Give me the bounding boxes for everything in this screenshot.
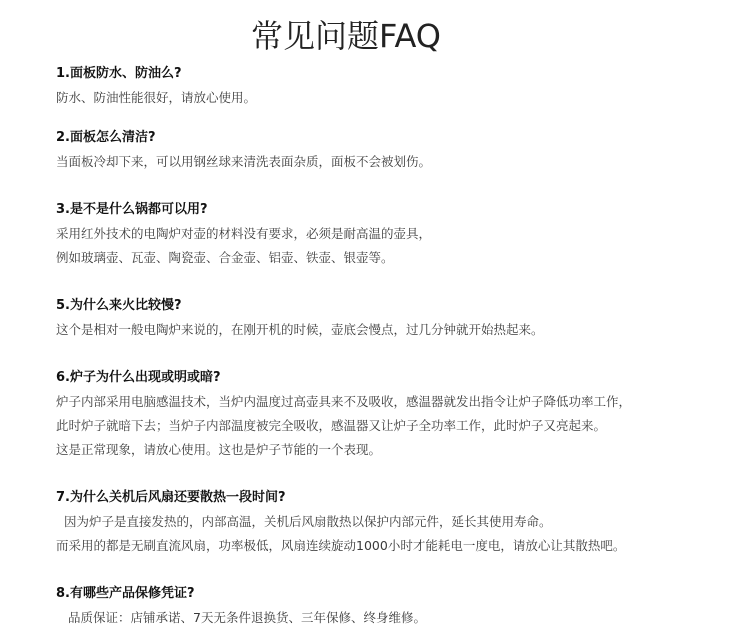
faq-question: 8.有哪些产品保修凭证?: [56, 586, 195, 601]
faq-item-2: [56, 128, 736, 174]
faq-item-3: [56, 200, 736, 270]
faq-answer-line: 因为炉子是直接发热的，内部高温，关机后风扇散热以保护内部元件，延长其使用寿命。: [64, 514, 552, 529]
faq-item-7: [56, 488, 736, 558]
faq-list: [56, 64, 736, 630]
faq-question: 6.炉子为什么出现或明或暗?: [56, 370, 221, 385]
faq-question: 1.面板防水、防油么?: [56, 66, 182, 81]
faq-question: 5.为什么来火比较慢?: [56, 298, 182, 313]
page-title: 常见问题FAQ: [251, 17, 441, 55]
faq-answer-line: 炉子内部采用电脑感温技术，当炉内温度过高壶具来不及吸收，感温器就发出指令让炉子降低功率工作，: [56, 394, 632, 409]
faq-answer-line: 例如玻璃壶、瓦壶、陶瓷壶、合金壶、铝壶、铁壶、银壶等。: [56, 250, 394, 265]
faq-answer-line: 防水、防油性能很好，请放心使用。: [56, 90, 257, 105]
faq-answer-line: 这是正常现象，请放心使用。这也是炉子节能的一个表现。: [56, 442, 382, 457]
faq-answer-line: 此时炉子就暗下去；当炉子内部温度被完全吸收，感温器又让炉子全功率工作，此时炉子又亮起来。: [56, 418, 607, 433]
faq-answer-line: 品质保证：店铺承诺、7天无条件退换货、三年保修、终身维修。: [68, 610, 426, 625]
faq-answer-line: 当面板冷却下来，可以用钢丝球来清洗表面杂质，面板不会被划伤。: [56, 154, 432, 169]
faq-item-8: [56, 584, 736, 630]
faq-answer-line: 而采用的都是无刷直流风扇，功率极低，风扇连续旋动1000小时才能耗电一度电，请放心让其散热吧。: [56, 538, 626, 553]
faq-answer-line: 这个是相对一般电陶炉来说的，在刚开机的时候，壶底会慢点，过几分钟就开始热起来。: [56, 322, 544, 337]
faq-item-6: [56, 368, 736, 462]
faq-answer-line: 采用红外技术的电陶炉对壶的材料没有要求，必须是耐高温的壶具，: [56, 226, 432, 241]
faq-item-5: [56, 296, 736, 342]
faq-question: 2.面板怎么清洁?: [56, 130, 156, 145]
faq-question: 3.是不是什么锅都可以用?: [56, 202, 208, 217]
faq-item-1: [56, 64, 736, 110]
faq-question: 7.为什么关机后风扇还要散热一段时间?: [56, 490, 286, 505]
